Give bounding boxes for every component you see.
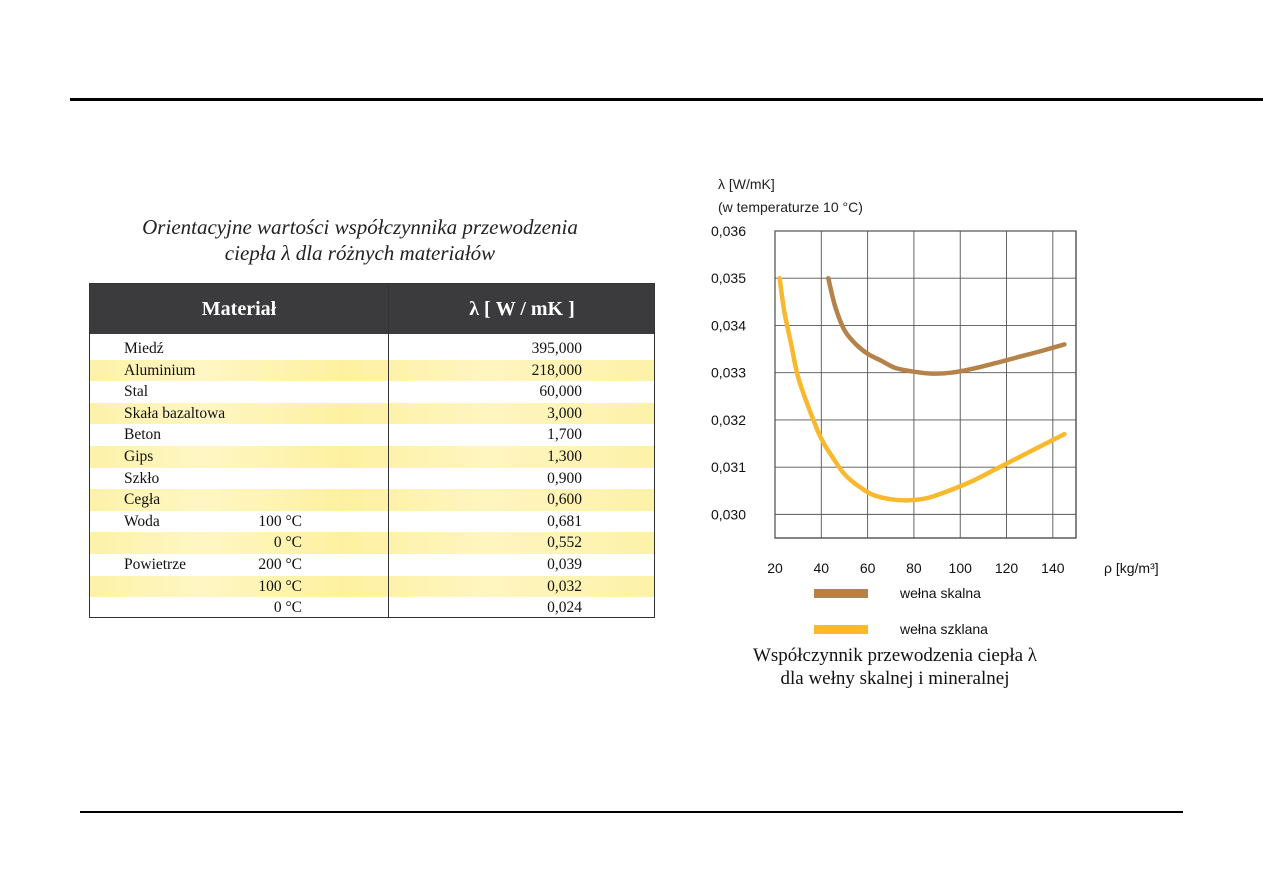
material-temperature: 200 °C xyxy=(258,555,302,573)
y-tick-label: 0,036 xyxy=(710,223,746,239)
legend-label: wełna skalna xyxy=(900,585,981,601)
x-axis-label: ρ [kg/m³] xyxy=(1104,560,1159,576)
y-tick-label: 0,031 xyxy=(710,459,746,476)
legend-swatch xyxy=(814,589,868,598)
table-row xyxy=(90,597,654,619)
table-row xyxy=(90,360,654,382)
table-row xyxy=(90,532,654,554)
material-temperature: 0 °C xyxy=(273,599,302,617)
top-rule xyxy=(70,98,1263,101)
table-row xyxy=(90,511,654,533)
y-tick-label: 0,034 xyxy=(710,317,746,334)
x-tick-label: 100 xyxy=(948,560,972,576)
y-axis-title-line2: (w temperaturze 10 °C) xyxy=(718,199,863,215)
table-row xyxy=(90,489,654,511)
conductivity-chart xyxy=(690,165,1210,645)
table-row xyxy=(90,403,654,425)
lambda-value: 0,032 xyxy=(547,577,582,595)
caption-line2: dla wełny skalnej i mineralnej xyxy=(780,668,1010,689)
lambda-value: 0,552 xyxy=(547,534,582,552)
legend-swatch xyxy=(814,625,868,634)
material-name: Woda xyxy=(124,512,160,530)
y-axis-title-line1: λ [W/mK] xyxy=(718,176,775,192)
lambda-value: 395,000 xyxy=(531,340,582,357)
y-tick-label: 0,033 xyxy=(710,364,746,381)
table-row xyxy=(90,446,654,468)
lambda-value: 60,000 xyxy=(539,383,582,401)
x-tick-label: 140 xyxy=(1041,560,1065,576)
table-row xyxy=(90,554,654,576)
table-row xyxy=(90,424,654,446)
table-title xyxy=(90,214,630,266)
x-tick-label: 60 xyxy=(859,560,876,576)
lambda-value: 0,024 xyxy=(547,599,582,617)
table-row xyxy=(90,338,654,360)
material-name: Stal xyxy=(124,383,149,401)
bottom-rule xyxy=(80,811,1183,813)
lambda-value: 0,039 xyxy=(547,555,582,573)
material-temperature: 0 °C xyxy=(273,534,302,552)
material-name: Aluminium xyxy=(124,361,196,379)
material-temperature: 100 °C xyxy=(258,512,302,530)
y-tick-label: 0,030 xyxy=(710,506,746,523)
lambda-value: 0,681 xyxy=(547,512,582,530)
material-name: Powietrze xyxy=(124,555,186,573)
lambda-value: 0,900 xyxy=(547,469,582,487)
column-divider xyxy=(388,284,389,617)
material-name: Miedź xyxy=(124,340,164,357)
material-name: Beton xyxy=(124,426,162,444)
lambda-value: 3,000 xyxy=(547,404,582,422)
x-tick-label: 20 xyxy=(767,560,783,576)
lambda-value: 1,300 xyxy=(547,447,582,465)
y-tick-label: 0,035 xyxy=(710,270,746,287)
caption-line1: Współczynnik przewodzenia ciepła λ xyxy=(752,645,1038,666)
lambda-column-header: λ [ W / mK ] xyxy=(469,298,575,320)
table-body xyxy=(90,338,654,619)
legend-label: wełna szklana xyxy=(900,621,988,637)
material-name: Skała bazaltowa xyxy=(124,404,226,422)
x-tick-label: 80 xyxy=(906,560,922,576)
plot-area xyxy=(775,231,1076,538)
table-header xyxy=(90,284,654,334)
material-name: Gips xyxy=(124,447,154,465)
table-row xyxy=(90,381,654,403)
chart-caption xyxy=(700,644,1090,690)
table-title-line1: Orientacyjne wartości współczynnika przewodzenia xyxy=(142,215,578,239)
lambda-value: 0,600 xyxy=(547,491,582,509)
material-column-header: Materiał xyxy=(201,298,277,320)
table-row xyxy=(90,468,654,490)
x-tick-label: 120 xyxy=(994,560,1019,576)
x-tick-label: 40 xyxy=(813,560,830,576)
material-temperature: 100 °C xyxy=(258,577,302,595)
y-tick-label: 0,032 xyxy=(710,411,746,428)
lambda-value: 218,000 xyxy=(531,361,582,379)
table-title-line2: ciepła λ dla różnych materiałów xyxy=(224,241,496,265)
materials-table xyxy=(89,283,655,618)
material-name: Szkło xyxy=(124,469,160,487)
material-name: Cegła xyxy=(124,491,161,509)
table-row xyxy=(90,576,654,598)
lambda-value: 1,700 xyxy=(547,426,582,444)
